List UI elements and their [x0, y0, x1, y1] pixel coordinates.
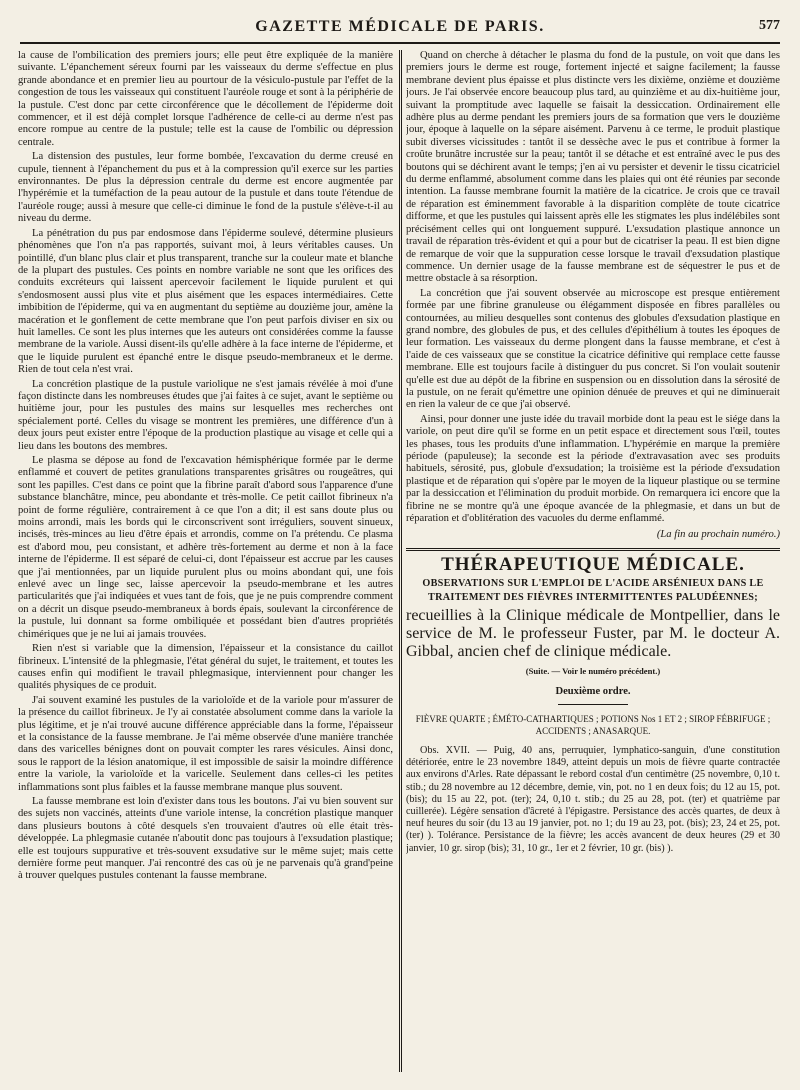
paragraph: J'ai souvent examiné les pustules de la varioloïde et de la variole pour m'assurer de la présence du caillot fibrineux. Je l'y ai constatée absolument comme dans la variole la plus légitime, et je n'ai trouvé aucune différence appréciable dans la forme, l'épaisseur et la consistance de la fausse membrane. Je l'ai même observée d'une manière tranchée dans des varicelles bénignes dont on pouvait compter les rares vésicules. Ainsi donc, sous le rapport de la lésion anatomique, il est impossible de saisir la moindre différence entre la variole, la varioloïde et la varicelle. Seulement dans celles-ci les petites inflammations sont plus faibles et la fausse membrane manque plus souvent.: [18, 694, 393, 793]
paragraph: Le plasma se dépose au fond de l'excavation hémisphérique formée par le derme enflammé et couvert de petites granulations transparentes grisâtres ou rougeâtres, qui sont les papilles. C'est dans ce point que la fibrine paraît d'abord sous l'apparence d'une substance blanchâtre, mince, peu abondante et très-molle. Ce petit caillot fibrineux n'a point de forme régulière, contrairement à ce que l'on a dit; il est sans doute plus ou moins arrondi, mais les bords qui le circonscrivent sont irréguliers, souvent sinueux, incisés, très-minces au lieu d'être épais et arrondis, comme on l'a prétendu. Ce plasma est d'abord mou, peu consistant, et adhère très-fortement au derme et non à la face interne de l'épiderme. Il est séparé de celui-ci, dont l'épaisseur est accrue par les causes que j'ai mentionnées, par un liquide purulent plus ou moins abondant qui, une fois enlevé avec un linge sec, laisse apercevoir la pseudo-membrane et les autres particularités que j'ai indiquées et vues tant de fois, que je ne puis comprendre comment on a décrit un disque pseudo-membraneux à bords épais, soulevant la circonférence de la pustule, lui donnant sa forme ombiliquée et possédant bien d'autres propriétés chimériques que je ne lui ai jamais trouvées.: [18, 455, 393, 640]
right-column: [406, 50, 780, 1072]
paragraph: La distension des pustules, leur forme bombée, l'excavation du derme creusé en cupule, tiennent à l'épanchement du pus et à la compression qu'il exerce sur les parties environnantes. De plus la dépression centrale du derme est encore augmentée par l'hypérémie et la tuméfaction de la peau autour de la pustule et dans toute l'étendue de l'auréole rouge; aussi à mesure que celle-ci diminue le fond de la pustule s'élève-t-il au niveau du derme.: [18, 151, 393, 225]
column-divider: [401, 50, 402, 1072]
page-header: [20, 14, 780, 44]
continuation-note: (La fin au prochain numéro.): [656, 529, 780, 541]
journal-title: GAZETTE MÉDICALE DE PARIS.: [255, 18, 545, 35]
article-title-line: TRAITEMENT DES FIÈVRES INTERMITTENTES PALUDÉENNES;: [428, 592, 758, 604]
order-rule: [558, 704, 628, 705]
paragraph: Rien n'est si variable que la dimension, l'épaisseur et la consistance du caillot fibrineux. L'intensité de la phlegmasie, l'état général du sujet, le traitement, et toutes les causes enfin qui modifient le travail phlegmasique, interviennent pour changer les qualités physiques de ce produit.: [18, 643, 393, 692]
column-divider: [399, 50, 400, 1072]
order-heading: Deuxième ordre.: [555, 685, 631, 697]
article-title-line: OBSERVATIONS SUR L'EMPLOI DE L'ACIDE ARSÉNIEUX DANS LE: [422, 578, 764, 590]
paragraph: Ainsi, pour donner une juste idée du travail morbide dont la peau est le siége dans la variole, on peut dire qu'il se forme en un petit espace et directement sous l'œil, toutes les phases, tous les produits d'une inflammation. L'hypérémie en marque la première période (papuleuse); la seconde est la période d'extravasation avec ses produits habituels, sérosité, pus, globule d'exsudation; la troisième est la période d'exsudation plastique et de réparation qui s'opère par le moyen de la liqueur plastique ou se termine par la dessiccation et l'élimination du produit morbide. On remarquera ici encore que la fibrine ne se montre qu'à une époque avancée de la phlegmasie, et dans un but de réparation et d'oblitération des vacuoles du derme enflammé.: [406, 413, 780, 525]
paragraph: la cause de l'ombilication des premiers jours; elle peut être expliquée de la manière suivante. L'épanchement séreux fourni par les vaisseaux du derme s'effectue en plus grande abondance et en premier lieu au pourtour de la vésiculo-pustule par l'effet de la congestion de tous les vaisseaux qui constituent l'auréole rouge et sont à la périphérie de la pustule. C'est donc par cette circonférence que le décollement de l'épiderme doit commencer, et il est déjà complet lorsque l'adhérence de celle-ci au derme n'est pas encore rompue au centre de la pustule; telle est la cause de l'ombilic ou dépression centrale.: [18, 50, 393, 148]
article-byline: recueillies à la Clinique médicale de Montpellier, dans le service de M. le professeur Fuster, par M. le docteur A. Gibbal, ancien chef de clinique médicale.: [406, 607, 780, 661]
section-rule: [406, 548, 780, 551]
page-number: 577: [759, 18, 780, 33]
paragraph: La concrétion que j'ai souvent observée au microscope est presque entièrement formée par une fibrine granuleuse ou élégamment disposée en fibres parallèles ou contournées, au milieu desquelles sont contenus des globules d'exsudation plastique en grand nombre, des globules de pus, et des cellules d'épithélium à toutes les époques de leur formation. Les vaisseaux du derme plongent dans la fausse membrane, et c'est à l'aide de ces vaisseaux que se constitue la cicatrice définitive qui remplace cette fausse membrane. Elle est toujours facile à distinguer du pus concret. Si l'on voulait soutenir qu'elle est due au dépôt de la fibrine en suspension ou en dissolution dans la sérosité de la pustule, on ne ferait qu'émettre une opinion dénuée de preuves et qui ne diminuerait en rien la valeur de ce que j'ai observé.: [406, 287, 780, 411]
paragraph: La pénétration du pus par endosmose dans l'épiderme soulevé, détermine plusieurs phénomènes que l'on n'a pas rapportés, suivant moi, à leurs véritables causes. Un pointillé, d'un blanc plus clair et plus transparent, tranche sur la couleur mate et blanche de la plupart des pustules. Ces points en nombre variable ne sont que les orifices des conduits excréteurs qui laissent apercevoir facilement le liquide purulent et qui s'endosmosent aussi plus vite et plus aisément que les espaces intermédiaires. Cette imbibition de l'épiderme, qui va en augmentant du septième au douzième jour, amène la macération et le gonflement de cette membrane que l'on peut parfois diviser en six ou huit lamelles. Ce sont les plus internes que les auteurs ont considérées comme la fausse membrane de la variole. Aussi disent-ils qu'elle adhère à la face interne de l'épiderme, et que le liquide purulent est épanché entre le disque pseudo-membraneux et le derme. Rien de tout cela n'est vrai.: [18, 227, 393, 376]
paragraph: La fausse membrane est loin d'exister dans tous les boutons. J'ai vu bien souvent sur des sujets non vaccinés, atteints d'une variole intense, la concrétion plastique manquer dans plusieurs boutons à côté desquels s'en trouvaient d'autres où elle était très-développée. La phlegmasie cutanée n'aboutit donc pas toujours à l'exsudation plastique; elle est toujours suppurative et très-souvent exsudative sur le même sujet; mais cette dernière forme peut manquer. J'ai rencontré des cas où je ne parvenais qu'à grand'peine à trouver quelques pustules contenant la fausse membrane.: [18, 795, 393, 882]
paragraph: La concrétion plastique de la pustule variolique ne s'est jamais révélée à moi d'une façon distincte dans les nombreuses études que j'ai faites à ce sujet, avant le septième ou huitième jour, pour les pustules des mains sur lesquelles mes recherches ont spécialement porté. Celles du visage se montrent les premières, une différence d'un à deux jours peut exister entre l'époque de la production plastique au visage et celle qui a lieu dans les boutons des membres.: [18, 378, 393, 452]
case-observation: Obs. XVII. — Puig, 40 ans, perruquier, lymphatico-sanguin, d'une constitution détériorée, entre le 23 novembre 1849, atteint depuis un mois de fièvre quarte contractée aux environs d'Arles. Rate dépassant le rebord costal d'un centimètre (25 novembre, 0,10 t. stib.; du 28 novembre au 12 décembre, demie, vin, pot. no 1 en deux fois; du 12 au 15, pot. (bis); du 15 au 22, pot. (ter); 24, 0,10 t. stib.; du 25 au 28, pot. (ter) et quatrième par cuillerée). Légère sensation d'âcreté à l'épigastre. Persistance des accès quartes, de deux à neuf heures du soir (du 13 au 19 janvier, pot. no 1; du 19 au 23, pot. (bis); 23, 24 et 25, pot. (ter) ). Tolérance. Persistance de la fièvre; les accès avancent de deux heures (29 et 30 janvier, 10 gr. sirop (bis); 31, 10 gr., 1er et 2 février, 10 gr. (bis) ).: [406, 745, 780, 854]
suite-note: (Suite. — Voir le numéro précédent.): [525, 666, 661, 677]
paragraph: Quand on cherche à détacher le plasma du fond de la pustule, on voit que dans les premiers jours le derme est rouge, fortement injecté et saigne facilement; la fausse membrane devient plus épaisse et plus distincte vers les dixième, onzième et douzième jours. Je l'ai observée encore beaucoup plus tard, au quinzième et au dix-huitième jour, suivant la promptitude avec laquelle se faisait la dessiccation. Ordinairement elle adhère plus au derme pendant les premiers jours de sa formation que vers le douzième jour, époque à laquelle on la sépare aisément. Parvenu à ce terme, le produit plastique subit diverses vicissitudes : tantôt il se dessèche avec le pus et contribue à former la croûte brunâtre incrustée sur la peau; tantôt il se détache et est entraîné avec le pus des boutons qui se déchirent avant le temps; j'en ai vu persister et devenir le tissu cicatriciel du derme enflammé, absolument comme dans les plaies qui ont été réunies par seconde intention. La fausse membrane fournit la matière de la cicatrice. Je crois que ce travail de réparation est éminemment favorable à la disparition complète de toute cicatrice difforme, et que les pustules qui laissent après elle les stigmates les plus indélébiles sont précisément celles qui ont longuement suppuré. L'exsudation plastique annonce un travail de réparation très-évident et qui a pour but de cicatriser la peau. Il est bien digne de remarque de voir que la suppuration cesse lorsque le travail d'exsudation plastique commence. Un dernier usage de la fausse membrane est de séquestrer le pus et de mettre obstacle à sa résorption.: [406, 50, 780, 285]
left-column: [18, 50, 393, 1072]
case-subheading: FIÈVRE QUARTE ; ÉMÉTO-CATHARTIQUES ; POTIONS Nos 1 ET 2 ; SIROP FÉBRIFUGE ; ACCIDENTS ; ANASARQUE.: [415, 714, 771, 737]
section-title: THÉRAPEUTIQUE MÉDICALE.: [441, 553, 745, 575]
